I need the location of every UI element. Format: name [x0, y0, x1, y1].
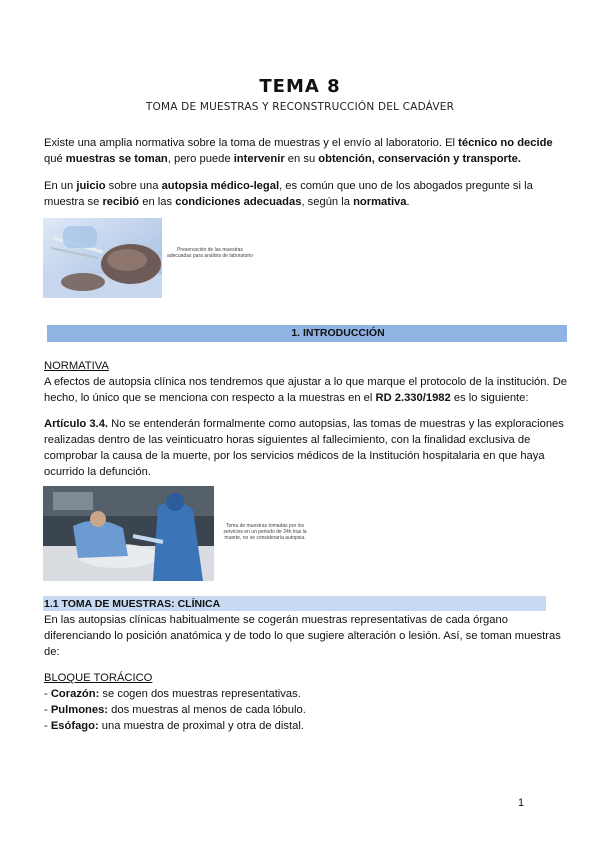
intro-paragraph-1	[44, 135, 572, 167]
list-term: Pulmones:	[50, 704, 109, 716]
text-run: , según la	[301, 196, 354, 208]
list-item	[44, 718, 572, 734]
page-title: TEMA 8	[259, 76, 341, 97]
bloque-toracico-label: BLOQUE TORÁCICO	[44, 672, 153, 684]
bold-run: juicio	[76, 180, 106, 192]
text-run: En un	[44, 180, 77, 192]
text-run: en las	[139, 196, 176, 208]
bold-run: recibió	[102, 196, 140, 208]
text-run: A efectos de autopsia clínica nos tendremos que ajustar a lo que marque el protocolo de la institución. De hecho, lo único que se menciona con respecto a la muestras en el	[44, 376, 568, 404]
list-bullet: -	[44, 720, 51, 732]
hospital-photo-illustration	[43, 486, 214, 581]
text-run: en su	[284, 153, 319, 165]
text-run: , es común que uno de los abogados pregunte si la muestra se	[44, 180, 533, 208]
page-number: 1	[518, 797, 525, 809]
image-caption-2: Toma de muestras tomadas por los servicios en un periodo de 24h tras la muerte, no se consideraría autopsia.	[223, 523, 307, 541]
organ-list	[44, 686, 572, 734]
text-run: .	[406, 196, 410, 208]
bold-run: técnico no decide	[458, 137, 553, 149]
bold-run: obtención, conservación y transporte.	[318, 153, 521, 165]
subsection-heading: 1.1 TOMA DE MUESTRAS: CLÍNICA	[44, 598, 221, 610]
sample-photo	[43, 218, 162, 298]
section-heading: 1. INTRODUCCIÓN	[291, 327, 385, 339]
article-paragraph	[44, 416, 566, 480]
bold-run: condiciones adecuadas	[175, 196, 302, 208]
intro-paragraph-2	[44, 178, 572, 210]
page-subtitle: TOMA DE MUESTRAS Y RECONSTRUCCIÓN DEL CADÁVER	[145, 101, 455, 113]
bold-run: intervenir	[233, 153, 285, 165]
sample-photo-illustration	[43, 218, 162, 298]
list-item	[44, 702, 572, 718]
list-text: una muestra de proximal y otra de distal.	[98, 720, 304, 732]
list-item	[44, 686, 572, 702]
text-run: No se entenderán formalmente como autopsias, las tomas de muestras y las exploraciones realizadas dentro de las veinticuatro horas siguientes al fallecimiento, con la finalidad exclusiva de comprobar la causa de la muerte, por los servicios médicos de la Institución hospitalaria en que haya ocurrido la defunción.	[44, 418, 564, 478]
text-run: qué	[44, 153, 66, 165]
image-caption-1: Preservación de las muestras adecuadas para análisis de laboratorio	[167, 247, 253, 259]
list-text: dos muestras al menos de cada lóbulo.	[108, 704, 306, 716]
bold-run: normativa	[353, 196, 407, 208]
hospital-photo	[43, 486, 214, 581]
text-run: sobre una	[105, 180, 162, 192]
list-term: Corazón:	[50, 688, 100, 700]
bold-run: muestras se toman	[65, 153, 168, 165]
normativa-paragraph	[44, 374, 572, 406]
bold-run: Artículo 3.4.	[44, 418, 109, 430]
list-term: Esófago:	[50, 720, 99, 732]
bold-run: autopsia médico-legal	[161, 180, 280, 192]
normativa-label: NORMATIVA	[44, 360, 109, 372]
bold-run: RD 2.330/1982	[375, 392, 451, 404]
clinica-paragraph: En las autopsias clínicas habitualmente se cogerán muestras representativas de cada órgano diferenciando lo posición anatómica y de todo lo que sugiere alteración o lesión. Así, se toman muestras de:	[44, 614, 561, 658]
list-text: se cogen dos muestras representativas.	[99, 688, 301, 700]
list-bullet: -	[44, 704, 51, 716]
list-bullet: -	[44, 688, 51, 700]
text-run: es lo siguiente:	[450, 392, 529, 404]
text-run: , pero puede	[167, 153, 234, 165]
text-run: Existe una amplia normativa sobre la toma de muestras y el envío al laboratorio. El	[44, 137, 459, 149]
